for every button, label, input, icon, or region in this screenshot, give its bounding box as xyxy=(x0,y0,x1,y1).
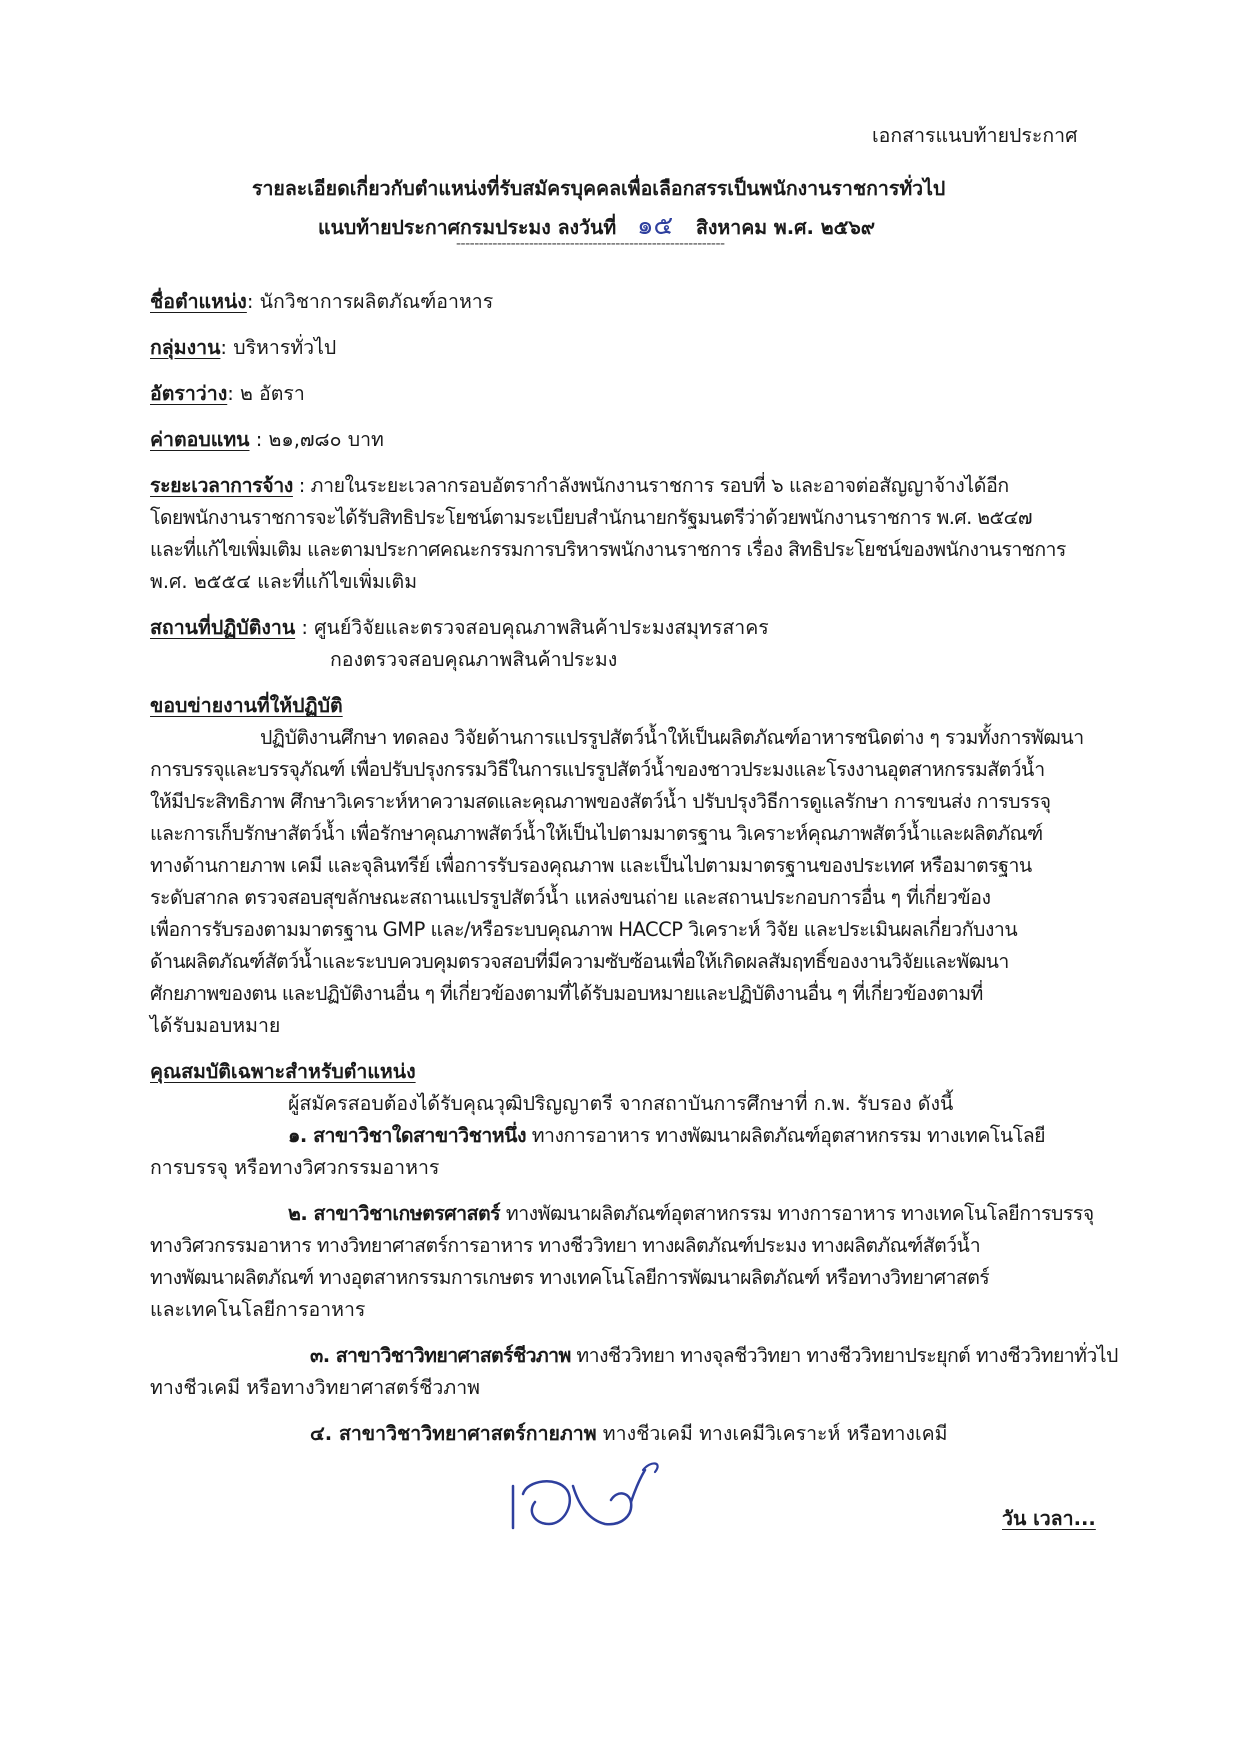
document-title-line1: รายละเอียดเกี่ยวกับตำแหน่งที่รับสมัครบุคคลเพื่อเลือกสรรเป็นพนักงานราชการทั่วไป xyxy=(252,177,946,200)
qualification-item-3 xyxy=(310,1340,1118,1371)
scope-line: เพื่อการรับรองตามมาตรฐาน GMP และ/หรือระบบคุณภาพ HACCP วิเคราะห์ วิจัย และประเมินผลเกี่ยวกับงาน xyxy=(150,918,1018,941)
qualification-item-1-title: ๑. สาขาวิชาใดสาขาวิชาหนึ่ง xyxy=(288,1124,526,1147)
scope-line: การบรรจุและบรรจุภัณฑ์ เพื่อปรับปรุงกรรมวิธีในการแปรรูปสัตว์น้ำของชาวประมงและโรงงานอุตสาหกรรมสัตว์น้ำ xyxy=(150,758,1045,781)
title-date-suffix: สิงหาคม พ.ศ. ๒๕๖๙ xyxy=(695,216,876,239)
workplace-row xyxy=(150,612,769,643)
scope-line: ศักยภาพของตน และปฏิบัติงานอื่น ๆ ที่เกี่ยวข้องตามที่ได้รับมอบหมายและปฏิบัติงานอื่น ๆ ที่เกี่ยวข้องตามที่ xyxy=(150,982,983,1005)
qualification-item-3-line2: ทางชีวเคมี หรือทางวิทยาศาสตร์ชีวภาพ xyxy=(150,1376,481,1399)
qualification-item-1 xyxy=(288,1120,1045,1151)
scope-line: ปฏิบัติงานศึกษา ทดลอง วิจัยด้านการแปรรูปสัตว์น้ำให้เป็นผลิตภัณฑ์อาหารชนิดต่าง ๆ รวมทั้งการพัฒนา xyxy=(260,726,1084,749)
qualification-item-1-text: ทางการอาหาร ทางพัฒนาผลิตภัณฑ์อุตสาหกรรม ทางเทคโนโลยี xyxy=(526,1124,1046,1147)
scope-heading: ขอบข่ายงานที่ให้ปฏิบัติ xyxy=(150,694,343,717)
qualification-item-2-line3: ทางพัฒนาผลิตภัณฑ์ ทางอุตสาหกรรมการเกษตร ทางเทคโนโลยีการพัฒนาผลิตภัณฑ์ หรือทางวิทยาศาสตร์ xyxy=(150,1266,990,1289)
qualifications-intro: ผู้สมัครสอบต้องได้รับคุณวุฒิปริญญาตรี จากสถาบันการศึกษาที่ ก.พ. รับรอง ดังนี้ xyxy=(288,1092,954,1115)
pay-row xyxy=(150,424,384,455)
handwritten-initials-mark xyxy=(505,1450,675,1560)
qualification-item-3-text: ทางชีววิทยา ทางจุลชีววิทยา ทางชีววิทยาประยุกต์ ทางชีววิทยาทั่วไป xyxy=(570,1344,1118,1367)
pay-value: : ๒๑,๗๘๐ บาท xyxy=(249,428,384,451)
scope-line: ระดับสากล ตรวจสอบสุขลักษณะสถานแปรรูปสัตว์น้ำ แหล่งขนถ่าย และสถานประกอบการอื่น ๆ ที่เกี่ยวข้อง xyxy=(150,886,991,909)
vacancy-row xyxy=(150,378,305,409)
title-divider: ----------------------------------------------------------- xyxy=(456,236,725,252)
position-value: : นักวิชาการผลิตภัณฑ์อาหาร xyxy=(246,290,494,313)
vacancy-label: อัตราว่าง xyxy=(150,382,228,405)
qualification-item-2-line4: และเทคโนโลยีการอาหาร xyxy=(150,1298,366,1321)
group-row xyxy=(150,332,336,363)
continued-marker xyxy=(1002,1503,1096,1534)
scope-line: ด้านผลิตภัณฑ์สัตว์น้ำและระบบควบคุมตรวจสอบที่มีความซับซ้อนเพื่อให้เกิดผลสัมฤทธิ์ของงานวิจัยและพัฒนา xyxy=(150,950,1009,973)
qualification-item-4-title: ๔. สาขาวิชาวิทยาศาสตร์กายภาพ xyxy=(310,1422,597,1445)
title-date-prefix: แนบท้ายประกาศกรมประมง ลงวันที่ xyxy=(318,216,617,239)
qualifications-heading: คุณสมบัติเฉพาะสำหรับตำแหน่ง xyxy=(150,1060,416,1083)
qualification-item-4 xyxy=(310,1418,948,1449)
qualification-item-1-line2: การบรรจุ หรือทางวิศวกรรมอาหาร xyxy=(150,1156,440,1179)
position-label: ชื่อตำแหน่ง xyxy=(150,290,247,313)
scope-line: ได้รับมอบหมาย xyxy=(150,1014,281,1037)
workplace-line1: : ศูนย์วิจัยและตรวจสอบคุณภาพสินค้าประมงสมุทรสาคร xyxy=(295,616,769,639)
workplace-label: สถานที่ปฏิบัติงาน xyxy=(150,616,296,639)
qualification-item-2-title: ๒. สาขาวิชาเกษตรศาสตร์ xyxy=(288,1202,501,1225)
position-row xyxy=(150,286,493,317)
term-line3: และที่แก้ไขเพิ่มเติม และตามประกาศคณะกรรมการบริหารพนักงานราชการ เรื่อง สิทธิประโยชน์ของพนักงานราชการ xyxy=(150,538,1066,561)
scope-line: และการเก็บรักษาสัตว์น้ำ เพื่อรักษาคุณภาพสัตว์น้ำให้เป็นไปตามมาตรฐาน วิเคราะห์คุณภาพสัตว์น้ำและผลิตภัณฑ์ xyxy=(150,822,1043,845)
term-line4: พ.ศ. ๒๕๕๔ และที่แก้ไขเพิ่มเติม xyxy=(150,570,418,593)
attachment-label: เอกสารแนบท้ายประกาศ xyxy=(872,124,1078,147)
qualification-item-2-text: ทางพัฒนาผลิตภัณฑ์อุตสาหกรรม ทางการอาหาร ทางเทคโนโลยีการบรรจุ xyxy=(500,1202,1094,1225)
vacancy-value: : ๒ อัตรา xyxy=(227,382,305,405)
scope-line: ทางด้านกายภาพ เคมี และจุลินทรีย์ เพื่อการรับรองคุณภาพ และเป็นไปตามมาตรฐานของประเทศ หรือมาตรฐาน xyxy=(150,854,1032,877)
term-row xyxy=(150,470,1009,501)
qualification-item-4-text: ทางชีวเคมี ทางเคมีวิเคราะห์ หรือทางเคมี xyxy=(596,1422,948,1445)
continued-text: วัน เวลา... xyxy=(1002,1507,1096,1530)
term-line1: : ภายในระยะเวลากรอบอัตรากำลังพนักงานราชการ รอบที่ ๖ และอาจต่อสัญญาจ้างได้อีก xyxy=(292,474,1009,497)
workplace-line2: กองตรวจสอบคุณภาพสินค้าประมง xyxy=(330,648,618,671)
scope-line: ให้มีประสิทธิภาพ ศึกษาวิเคราะห์หาความสดและคุณภาพของสัตว์น้ำ ปรับปรุงวิธีการดูแลรักษา การขนส่ง การบรรจุ xyxy=(150,790,1051,813)
qualification-item-3-title: ๓. สาขาวิชาวิทยาศาสตร์ชีวภาพ xyxy=(310,1344,571,1367)
term-label: ระยะเวลาการจ้าง xyxy=(150,474,293,497)
handwritten-day: ๑๕ xyxy=(637,211,674,241)
pay-label: ค่าตอบแทน xyxy=(150,428,250,451)
term-line2: โดยพนักงานราชการจะได้รับสิทธิประโยชน์ตามระเบียบสำนักนายกรัฐมนตรีว่าด้วยพนักงานราชการ พ.ศ. ๒๕๔๗ xyxy=(150,506,1032,529)
group-value: : บริหารทั่วไป xyxy=(220,336,337,359)
qualification-item-2 xyxy=(288,1198,1094,1229)
group-label: กลุ่มงาน xyxy=(150,336,221,359)
qualification-item-2-line2: ทางวิศวกรรมอาหาร ทางวิทยาศาสตร์การอาหาร ทางชีววิทยา ทางผลิตภัณฑ์ประมง ทางผลิตภัณฑ์สัตว์น้ำ xyxy=(150,1234,981,1257)
